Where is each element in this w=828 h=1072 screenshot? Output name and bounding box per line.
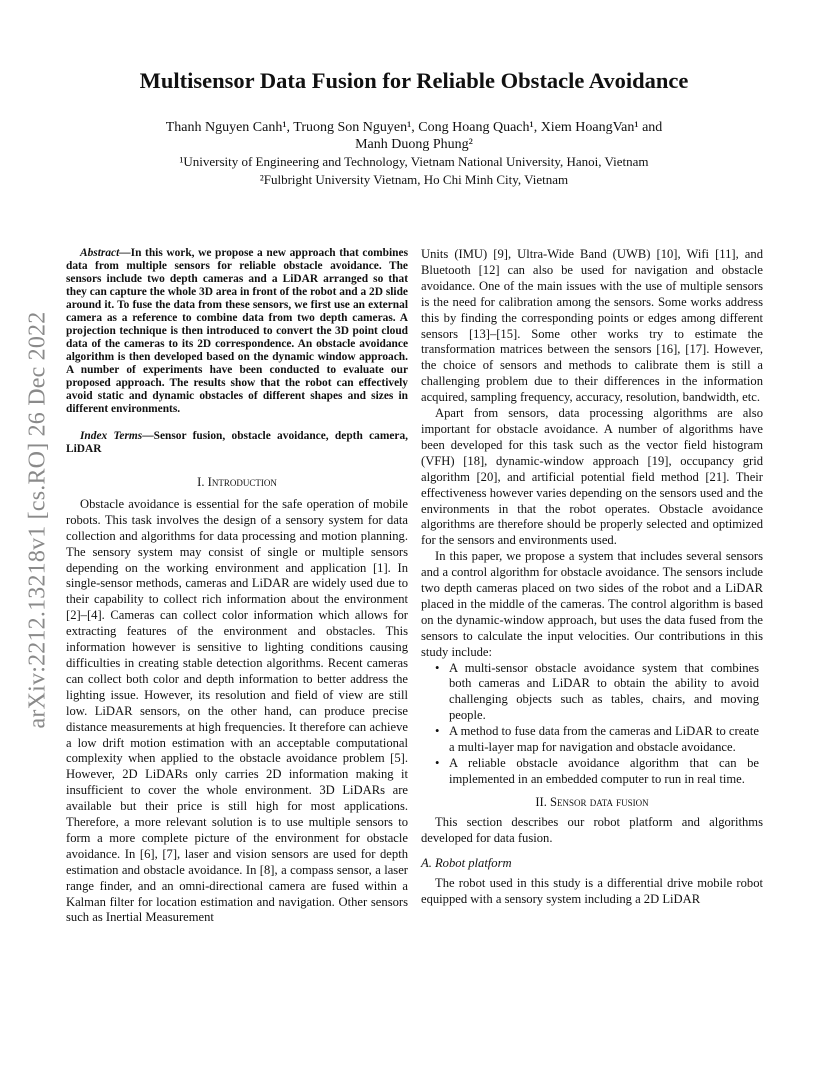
section-heading-sensor-fusion: II. Sensor data fusion bbox=[535, 794, 649, 809]
paragraph-section2: This section describes our robot platform and algorithms developed for data fusion. bbox=[421, 814, 763, 845]
paragraph-robot-platform: The robot used in this study is a differential drive mobile robot equipped with a sensory system including a 2D LiDAR bbox=[421, 876, 763, 907]
arxiv-stamp bbox=[18, 280, 58, 760]
section-title: Introduction bbox=[207, 475, 277, 489]
author-list bbox=[0, 119, 828, 153]
list-item: • A method to fuse data from the cameras and LiDAR to create a multi-layer map for navigation and obstacle avoidance. bbox=[421, 724, 763, 756]
authors-line-2: Manh Duong Phung² bbox=[355, 137, 473, 152]
paragraph-sensors: Units (IMU) [9], Ultra-Wide Band (UWB) [10], Wifi [11], and Bluetooth [12] can also be used for navigation and obstacle avoidance. One of the main issues with the use of multiple sensors is the need for calibration among the sensors. Some works address this by finding the corresponding points or edges among different sensors [13]–[15]. Some other works try to estimate the transformation matrices between the sensors [16], [17]. However, the choice of sensors and methods to calibrate them is still a challenging problem due to their differences in the information acquired, sampling frequency, accuracy, resolution, bandwidth, etc. bbox=[421, 247, 763, 405]
list-item: • A reliable obstacle avoidance algorithm that can be implemented in an embedded computer to run in real time. bbox=[421, 756, 763, 788]
section-title: Sensor data fusion bbox=[550, 794, 649, 809]
paper-title: Multisensor Data Fusion for Reliable Obstacle Avoidance bbox=[139, 68, 689, 93]
authors-line-1: Thanh Nguyen Canh¹, Truong Son Nguyen¹, Cong Hoang Quach¹, Xiem HoangVan¹ and bbox=[165, 120, 663, 135]
paragraph-proposal: In this paper, we propose a system that includes several sensors and a control algorithm for obstacle avoidance. The sensors include two depth cameras placed on two sides of the robot and a LiDAR placed in the middle of the cameras. The control algorithm is based on the dynamic-window approach, but uses the data fused from the sensors to calculate the input velocities. Our contributions in this study include: bbox=[421, 549, 763, 659]
right-column bbox=[421, 247, 763, 908]
arxiv-stamp-text: arXiv:2212.13218v1 [cs.RO] 26 Dec 2022 bbox=[24, 311, 51, 729]
affiliation-1: ¹University of Engineering and Technology, Vietnam National University, Hanoi, Vietnam bbox=[179, 154, 649, 169]
affiliation-2: ²Fulbright University Vietnam, Ho Chi Minh City, Vietnam bbox=[259, 172, 569, 187]
subsection-heading-robot-platform: A. Robot platform bbox=[421, 855, 512, 870]
intro-paragraph: Obstacle avoidance is essential for the safe operation of mobile robots. This task involves the design of a sensory system for data collection and algorithms for data processing and motion planning. The sensory system may consist of single or multiple sensors depending on the working environment and application [1]. In single-sensor methods, cameras and LiDAR are widely used due to their capability to collect rich information about the environment [2]–[4]. Cameras can collect color information which allows for extracting features of the environment and obstacles. This information however is sensitive to lighting conditions causing difficulties in creating stable detection algorithms. Recent cameras can collect both color and depth information to better address the lighting issue. However, its resolution and field of view are still low. LiDAR sensors, on the other hand, can produce precise distance measurements at high frequencies. It therefore can achieve a low drift motion estimation with an acceptable computational complexity when applied to the obstacle avoidance problem [5]. However, 2D LiDARs only carries 2D information making it insufficient to cover the whole environment. 3D LiDARs are available but their price is still high for most applications. Therefore, a more relevant solution is to use multiple sensors to form a more complete picture of the environment for obstacle avoidance. In [6], [7], laser and vision sensors are used for depth estimation and obstacle avoidance. In [8], a compass sensor, a laser range finder, and an omni-directional camera are fused within a Kalman filter for location estimation and navigation. Other sensors such as Inertial Measurement bbox=[66, 496, 408, 925]
paragraph-algorithms: Apart from sensors, data processing algorithms are also important for obstacle avoidance. A number of algorithms have been developed for this task such as the vector field histogram (VFH) [18], dynamic-window approach [19], occupancy grid algorithm [20], and artificial potential field method [21]. Their effectiveness however varies depending on the sensors used and the environments in that the robot operates. Obstacle avoidance algorithms are therefore should be properly selected and optimized for the sensors and environments used. bbox=[421, 406, 763, 548]
index-terms-text: —Sensor fusion, obstacle avoidance, depth camera, LiDAR bbox=[66, 430, 408, 455]
abstract-label: Abstract— bbox=[80, 247, 131, 259]
section-heading-introduction: I. Introduction bbox=[197, 475, 277, 489]
index-terms bbox=[66, 430, 408, 456]
list-item: • A multi-sensor obstacle avoidance system that combines both cameras and LiDAR to obtain the ability to avoid challenging objects such as tables, chairs, and moving people. bbox=[421, 661, 763, 725]
contributions-list bbox=[421, 661, 763, 788]
abstract bbox=[66, 247, 408, 416]
abstract-text: In this work, we propose a new approach that combines data from multiple sensors for reliable obstacle avoidance. The sensors include two depth cameras and a LiDAR arranged so that they can capture the whole 3D area in front of the robot and a 2D slide around it. To fuse the data from these sensors, we first use an external camera as a reference to combine data from two depth cameras. A projection technique is then introduced to convert the 3D point cloud data of the cameras to its 2D correspondence. An obstacle avoidance algorithm is then developed based on the dynamic window approach. A number of experiments have been conducted to evaluate our proposed approach. The results show that the robot can effectively avoid static and dynamic obstacles of different shapes and sizes in different environments. bbox=[66, 247, 408, 415]
left-column bbox=[66, 247, 408, 926]
index-terms-label: Index Terms bbox=[80, 430, 143, 442]
